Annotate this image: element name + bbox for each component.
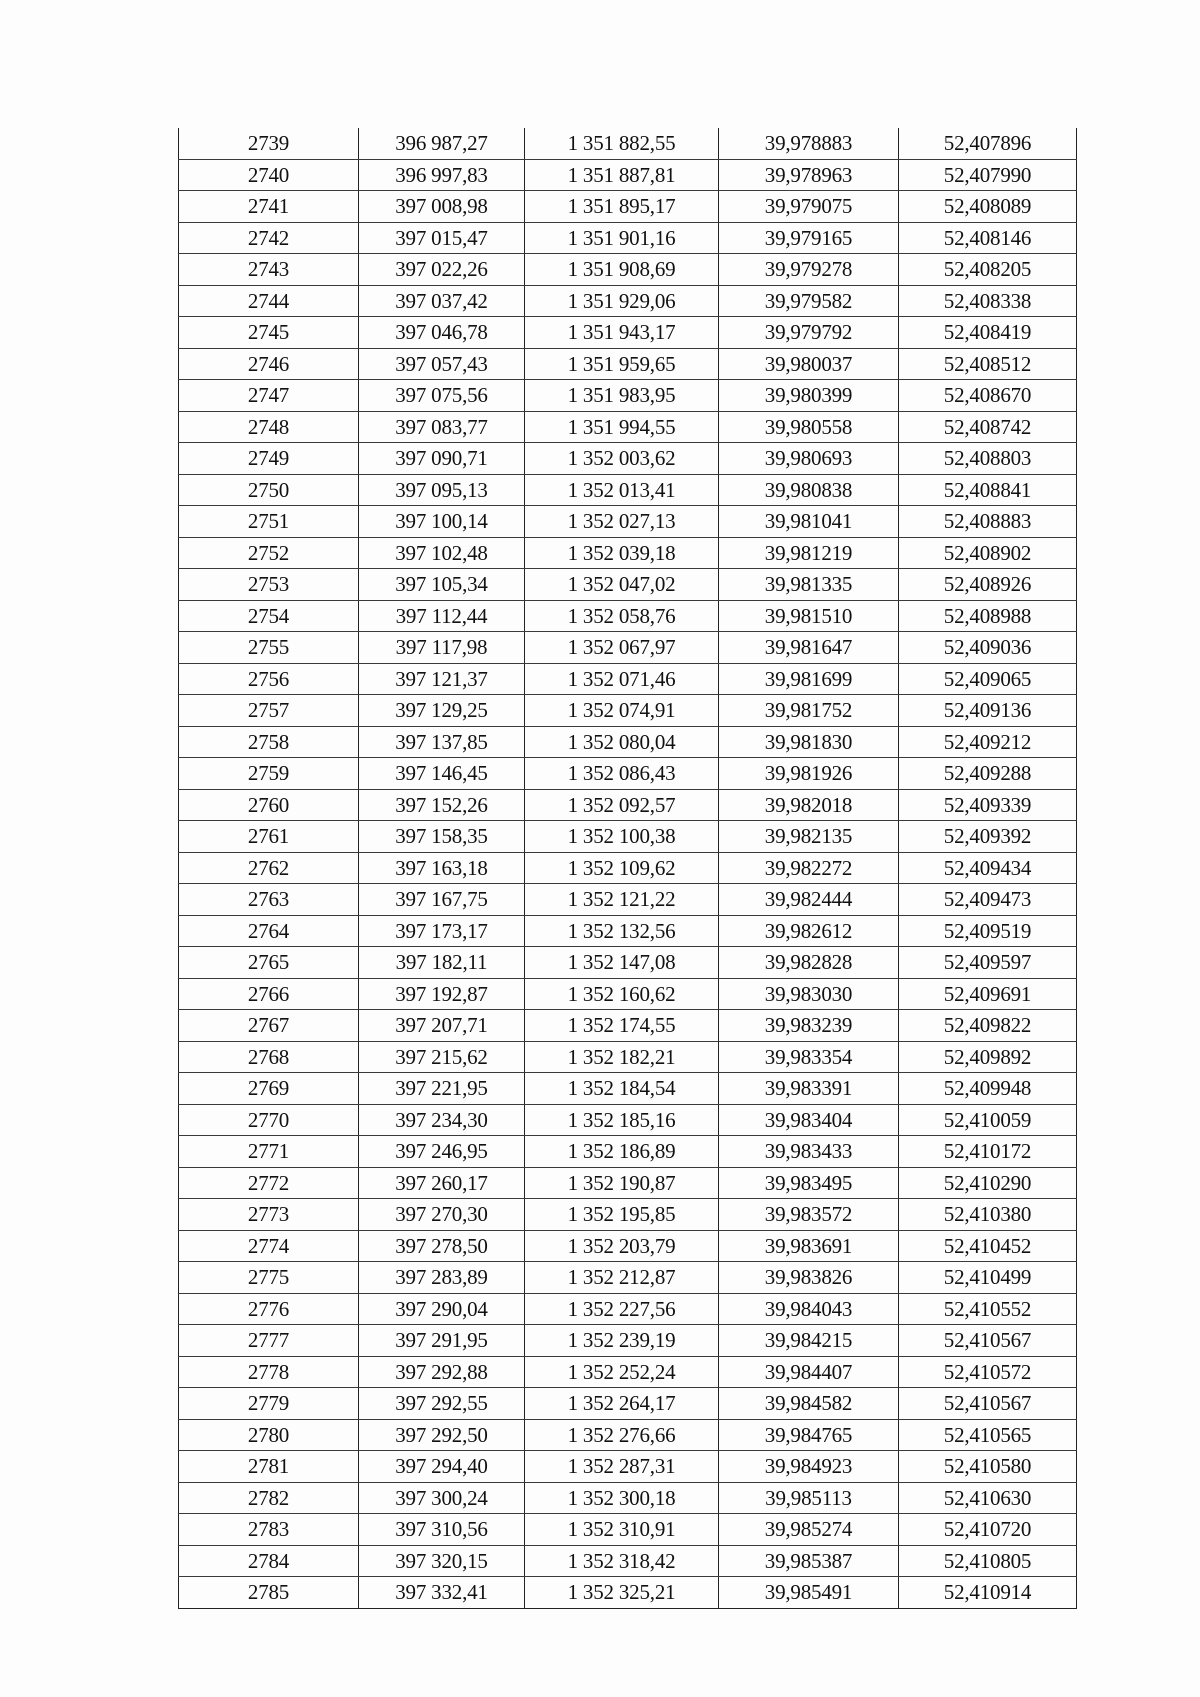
table-row: [179, 474, 1077, 506]
x-coordinate-cell: 397 015,47: [359, 222, 525, 254]
longitude-cell: 39,980037: [719, 348, 899, 380]
latitude-cell: 52,410805: [899, 1545, 1077, 1577]
x-coordinate-cell: 397 270,30: [359, 1199, 525, 1231]
latitude-cell: 52,408419: [899, 317, 1077, 349]
longitude-cell: 39,980399: [719, 380, 899, 412]
point-number-cell: 2772: [179, 1167, 359, 1199]
y-coordinate-cell: 1 352 186,89: [525, 1136, 719, 1168]
point-number-cell: 2755: [179, 632, 359, 664]
latitude-cell: 52,409065: [899, 663, 1077, 695]
point-number-cell: 2764: [179, 915, 359, 947]
longitude-cell: 39,982018: [719, 789, 899, 821]
latitude-cell: 52,408841: [899, 474, 1077, 506]
point-number-cell: 2766: [179, 978, 359, 1010]
point-number-cell: 2739: [179, 128, 359, 159]
y-coordinate-cell: 1 352 039,18: [525, 537, 719, 569]
longitude-cell: 39,981041: [719, 506, 899, 538]
point-number-cell: 2775: [179, 1262, 359, 1294]
latitude-cell: 52,409392: [899, 821, 1077, 853]
point-number-cell: 2779: [179, 1388, 359, 1420]
point-number-cell: 2776: [179, 1293, 359, 1325]
x-coordinate-cell: 397 294,40: [359, 1451, 525, 1483]
longitude-cell: 39,982135: [719, 821, 899, 853]
y-coordinate-cell: 1 352 276,66: [525, 1419, 719, 1451]
table-row: [179, 915, 1077, 947]
y-coordinate-cell: 1 352 100,38: [525, 821, 719, 853]
table-row: [179, 1199, 1077, 1231]
x-coordinate-cell: 397 090,71: [359, 443, 525, 475]
table-row: [179, 285, 1077, 317]
table-row: [179, 947, 1077, 979]
point-number-cell: 2749: [179, 443, 359, 475]
point-number-cell: 2756: [179, 663, 359, 695]
longitude-cell: 39,982272: [719, 852, 899, 884]
latitude-cell: 52,408902: [899, 537, 1077, 569]
longitude-cell: 39,978963: [719, 159, 899, 191]
table-row: [179, 1577, 1077, 1609]
x-coordinate-cell: 397 292,88: [359, 1356, 525, 1388]
point-number-cell: 2782: [179, 1482, 359, 1514]
table-row: [179, 191, 1077, 223]
point-number-cell: 2752: [179, 537, 359, 569]
point-number-cell: 2763: [179, 884, 359, 916]
y-coordinate-cell: 1 352 003,62: [525, 443, 719, 475]
latitude-cell: 52,410567: [899, 1325, 1077, 1357]
table-row: [179, 159, 1077, 191]
y-coordinate-cell: 1 351 983,95: [525, 380, 719, 412]
longitude-cell: 39,984407: [719, 1356, 899, 1388]
latitude-cell: 52,409948: [899, 1073, 1077, 1105]
latitude-cell: 52,409339: [899, 789, 1077, 821]
y-coordinate-cell: 1 351 959,65: [525, 348, 719, 380]
longitude-cell: 39,979278: [719, 254, 899, 286]
y-coordinate-cell: 1 352 325,21: [525, 1577, 719, 1609]
x-coordinate-cell: 397 291,95: [359, 1325, 525, 1357]
latitude-cell: 52,407990: [899, 159, 1077, 191]
x-coordinate-cell: 397 260,17: [359, 1167, 525, 1199]
table-row: [179, 380, 1077, 412]
x-coordinate-cell: 397 046,78: [359, 317, 525, 349]
table-row: [179, 569, 1077, 601]
x-coordinate-cell: 397 163,18: [359, 852, 525, 884]
table-row: [179, 1293, 1077, 1325]
point-number-cell: 2746: [179, 348, 359, 380]
longitude-cell: 39,981926: [719, 758, 899, 790]
y-coordinate-cell: 1 352 212,87: [525, 1262, 719, 1294]
x-coordinate-cell: 397 332,41: [359, 1577, 525, 1609]
table-row: [179, 695, 1077, 727]
table-row: [179, 600, 1077, 632]
x-coordinate-cell: 397 182,11: [359, 947, 525, 979]
x-coordinate-cell: 397 057,43: [359, 348, 525, 380]
x-coordinate-cell: 397 320,15: [359, 1545, 525, 1577]
x-coordinate-cell: 397 022,26: [359, 254, 525, 286]
table-row: [179, 1230, 1077, 1262]
latitude-cell: 52,409288: [899, 758, 1077, 790]
table-row: [179, 506, 1077, 538]
latitude-cell: 52,410172: [899, 1136, 1077, 1168]
longitude-cell: 39,981510: [719, 600, 899, 632]
table-row: [179, 1419, 1077, 1451]
x-coordinate-cell: 397 008,98: [359, 191, 525, 223]
point-number-cell: 2748: [179, 411, 359, 443]
point-number-cell: 2747: [179, 380, 359, 412]
longitude-cell: 39,983433: [719, 1136, 899, 1168]
longitude-cell: 39,979792: [719, 317, 899, 349]
y-coordinate-cell: 1 351 943,17: [525, 317, 719, 349]
latitude-cell: 52,410572: [899, 1356, 1077, 1388]
y-coordinate-cell: 1 352 013,41: [525, 474, 719, 506]
latitude-cell: 52,410499: [899, 1262, 1077, 1294]
latitude-cell: 52,410720: [899, 1514, 1077, 1546]
y-coordinate-cell: 1 352 160,62: [525, 978, 719, 1010]
point-number-cell: 2751: [179, 506, 359, 538]
x-coordinate-cell: 397 192,87: [359, 978, 525, 1010]
x-coordinate-cell: 397 146,45: [359, 758, 525, 790]
point-number-cell: 2777: [179, 1325, 359, 1357]
latitude-cell: 52,409822: [899, 1010, 1077, 1042]
point-number-cell: 2762: [179, 852, 359, 884]
table-row: [179, 222, 1077, 254]
latitude-cell: 52,408338: [899, 285, 1077, 317]
x-coordinate-cell: 397 152,26: [359, 789, 525, 821]
point-number-cell: 2781: [179, 1451, 359, 1483]
x-coordinate-cell: 397 095,13: [359, 474, 525, 506]
table-row: [179, 1545, 1077, 1577]
x-coordinate-cell: 397 137,85: [359, 726, 525, 758]
latitude-cell: 52,410630: [899, 1482, 1077, 1514]
x-coordinate-cell: 397 075,56: [359, 380, 525, 412]
longitude-cell: 39,985491: [719, 1577, 899, 1609]
x-coordinate-cell: 397 100,14: [359, 506, 525, 538]
latitude-cell: 52,410059: [899, 1104, 1077, 1136]
y-coordinate-cell: 1 351 901,16: [525, 222, 719, 254]
x-coordinate-cell: 397 037,42: [359, 285, 525, 317]
point-number-cell: 2768: [179, 1041, 359, 1073]
latitude-cell: 52,409597: [899, 947, 1077, 979]
x-coordinate-cell: 397 112,44: [359, 600, 525, 632]
longitude-cell: 39,983391: [719, 1073, 899, 1105]
latitude-cell: 52,408742: [899, 411, 1077, 443]
latitude-cell: 52,410580: [899, 1451, 1077, 1483]
x-coordinate-cell: 397 246,95: [359, 1136, 525, 1168]
table-row: [179, 443, 1077, 475]
latitude-cell: 52,408089: [899, 191, 1077, 223]
table-row: [179, 1073, 1077, 1105]
y-coordinate-cell: 1 352 252,24: [525, 1356, 719, 1388]
longitude-cell: 39,983239: [719, 1010, 899, 1042]
table-row: [179, 1356, 1077, 1388]
point-number-cell: 2741: [179, 191, 359, 223]
y-coordinate-cell: 1 352 174,55: [525, 1010, 719, 1042]
x-coordinate-cell: 397 207,71: [359, 1010, 525, 1042]
latitude-cell: 52,410565: [899, 1419, 1077, 1451]
table-row: [179, 632, 1077, 664]
coordinates-table: [178, 128, 1077, 1609]
table-row: [179, 821, 1077, 853]
x-coordinate-cell: 397 158,35: [359, 821, 525, 853]
longitude-cell: 39,981752: [719, 695, 899, 727]
latitude-cell: 52,408803: [899, 443, 1077, 475]
point-number-cell: 2753: [179, 569, 359, 601]
table-row: [179, 726, 1077, 758]
longitude-cell: 39,981647: [719, 632, 899, 664]
point-number-cell: 2759: [179, 758, 359, 790]
latitude-cell: 52,408146: [899, 222, 1077, 254]
table-row: [179, 348, 1077, 380]
longitude-cell: 39,983354: [719, 1041, 899, 1073]
y-coordinate-cell: 1 351 994,55: [525, 411, 719, 443]
longitude-cell: 39,982612: [719, 915, 899, 947]
table-row: [179, 789, 1077, 821]
y-coordinate-cell: 1 352 086,43: [525, 758, 719, 790]
table-row: [179, 1104, 1077, 1136]
x-coordinate-cell: 397 215,62: [359, 1041, 525, 1073]
longitude-cell: 39,984582: [719, 1388, 899, 1420]
longitude-cell: 39,983691: [719, 1230, 899, 1262]
point-number-cell: 2765: [179, 947, 359, 979]
longitude-cell: 39,978883: [719, 128, 899, 159]
latitude-cell: 52,410567: [899, 1388, 1077, 1420]
longitude-cell: 39,984043: [719, 1293, 899, 1325]
y-coordinate-cell: 1 352 182,21: [525, 1041, 719, 1073]
latitude-cell: 52,409691: [899, 978, 1077, 1010]
point-number-cell: 2773: [179, 1199, 359, 1231]
point-number-cell: 2757: [179, 695, 359, 727]
latitude-cell: 52,409473: [899, 884, 1077, 916]
table-row: [179, 1262, 1077, 1294]
point-number-cell: 2774: [179, 1230, 359, 1262]
y-coordinate-cell: 1 352 310,91: [525, 1514, 719, 1546]
point-number-cell: 2754: [179, 600, 359, 632]
y-coordinate-cell: 1 352 058,76: [525, 600, 719, 632]
x-coordinate-cell: 397 234,30: [359, 1104, 525, 1136]
x-coordinate-cell: 397 283,89: [359, 1262, 525, 1294]
latitude-cell: 52,408512: [899, 348, 1077, 380]
table-row: [179, 537, 1077, 569]
y-coordinate-cell: 1 351 887,81: [525, 159, 719, 191]
longitude-cell: 39,980838: [719, 474, 899, 506]
point-number-cell: 2740: [179, 159, 359, 191]
table-row: [179, 852, 1077, 884]
table-row: [179, 128, 1077, 159]
longitude-cell: 39,984923: [719, 1451, 899, 1483]
point-number-cell: 2744: [179, 285, 359, 317]
latitude-cell: 52,410452: [899, 1230, 1077, 1262]
latitude-cell: 52,408670: [899, 380, 1077, 412]
table-row: [179, 1136, 1077, 1168]
point-number-cell: 2770: [179, 1104, 359, 1136]
table-row: [179, 1388, 1077, 1420]
y-coordinate-cell: 1 352 318,42: [525, 1545, 719, 1577]
point-number-cell: 2780: [179, 1419, 359, 1451]
latitude-cell: 52,409136: [899, 695, 1077, 727]
y-coordinate-cell: 1 352 109,62: [525, 852, 719, 884]
y-coordinate-cell: 1 351 908,69: [525, 254, 719, 286]
y-coordinate-cell: 1 352 227,56: [525, 1293, 719, 1325]
y-coordinate-cell: 1 351 929,06: [525, 285, 719, 317]
longitude-cell: 39,985387: [719, 1545, 899, 1577]
longitude-cell: 39,983030: [719, 978, 899, 1010]
latitude-cell: 52,410290: [899, 1167, 1077, 1199]
x-coordinate-cell: 397 292,55: [359, 1388, 525, 1420]
table-row: [179, 1041, 1077, 1073]
latitude-cell: 52,408926: [899, 569, 1077, 601]
point-number-cell: 2771: [179, 1136, 359, 1168]
table-row: [179, 1451, 1077, 1483]
latitude-cell: 52,409212: [899, 726, 1077, 758]
point-number-cell: 2784: [179, 1545, 359, 1577]
latitude-cell: 52,410552: [899, 1293, 1077, 1325]
y-coordinate-cell: 1 352 121,22: [525, 884, 719, 916]
longitude-cell: 39,982444: [719, 884, 899, 916]
x-coordinate-cell: 397 129,25: [359, 695, 525, 727]
point-number-cell: 2767: [179, 1010, 359, 1042]
point-number-cell: 2769: [179, 1073, 359, 1105]
x-coordinate-cell: 397 221,95: [359, 1073, 525, 1105]
longitude-cell: 39,979165: [719, 222, 899, 254]
point-number-cell: 2743: [179, 254, 359, 286]
point-number-cell: 2783: [179, 1514, 359, 1546]
y-coordinate-cell: 1 352 185,16: [525, 1104, 719, 1136]
point-number-cell: 2760: [179, 789, 359, 821]
y-coordinate-cell: 1 351 882,55: [525, 128, 719, 159]
longitude-cell: 39,980558: [719, 411, 899, 443]
table-row: [179, 1167, 1077, 1199]
point-number-cell: 2745: [179, 317, 359, 349]
longitude-cell: 39,981219: [719, 537, 899, 569]
y-coordinate-cell: 1 352 195,85: [525, 1199, 719, 1231]
point-number-cell: 2785: [179, 1577, 359, 1609]
longitude-cell: 39,983404: [719, 1104, 899, 1136]
y-coordinate-cell: 1 352 184,54: [525, 1073, 719, 1105]
point-number-cell: 2742: [179, 222, 359, 254]
y-coordinate-cell: 1 352 067,97: [525, 632, 719, 664]
y-coordinate-cell: 1 352 047,02: [525, 569, 719, 601]
latitude-cell: 52,409434: [899, 852, 1077, 884]
latitude-cell: 52,409519: [899, 915, 1077, 947]
x-coordinate-cell: 397 278,50: [359, 1230, 525, 1262]
x-coordinate-cell: 397 292,50: [359, 1419, 525, 1451]
table-row: [179, 884, 1077, 916]
table-row: [179, 1325, 1077, 1357]
longitude-cell: 39,979075: [719, 191, 899, 223]
latitude-cell: 52,410380: [899, 1199, 1077, 1231]
longitude-cell: 39,983572: [719, 1199, 899, 1231]
latitude-cell: 52,408988: [899, 600, 1077, 632]
x-coordinate-cell: 397 105,34: [359, 569, 525, 601]
x-coordinate-cell: 397 083,77: [359, 411, 525, 443]
table-row: [179, 1010, 1077, 1042]
point-number-cell: 2750: [179, 474, 359, 506]
longitude-cell: 39,983495: [719, 1167, 899, 1199]
latitude-cell: 52,408205: [899, 254, 1077, 286]
longitude-cell: 39,983826: [719, 1262, 899, 1294]
latitude-cell: 52,409036: [899, 632, 1077, 664]
table-row: [179, 1514, 1077, 1546]
longitude-cell: 39,985274: [719, 1514, 899, 1546]
x-coordinate-cell: 397 117,98: [359, 632, 525, 664]
latitude-cell: 52,408883: [899, 506, 1077, 538]
longitude-cell: 39,985113: [719, 1482, 899, 1514]
y-coordinate-cell: 1 352 071,46: [525, 663, 719, 695]
y-coordinate-cell: 1 352 300,18: [525, 1482, 719, 1514]
x-coordinate-cell: 397 290,04: [359, 1293, 525, 1325]
point-number-cell: 2761: [179, 821, 359, 853]
x-coordinate-cell: 397 173,17: [359, 915, 525, 947]
table-row: [179, 663, 1077, 695]
latitude-cell: 52,407896: [899, 128, 1077, 159]
x-coordinate-cell: 397 310,56: [359, 1514, 525, 1546]
y-coordinate-cell: 1 352 239,19: [525, 1325, 719, 1357]
x-coordinate-cell: 396 987,27: [359, 128, 525, 159]
longitude-cell: 39,982828: [719, 947, 899, 979]
table-row: [179, 317, 1077, 349]
longitude-cell: 39,979582: [719, 285, 899, 317]
x-coordinate-cell: 397 121,37: [359, 663, 525, 695]
x-coordinate-cell: 397 167,75: [359, 884, 525, 916]
longitude-cell: 39,981830: [719, 726, 899, 758]
y-coordinate-cell: 1 352 092,57: [525, 789, 719, 821]
point-number-cell: 2758: [179, 726, 359, 758]
y-coordinate-cell: 1 352 203,79: [525, 1230, 719, 1262]
point-number-cell: 2778: [179, 1356, 359, 1388]
longitude-cell: 39,980693: [719, 443, 899, 475]
latitude-cell: 52,410914: [899, 1577, 1077, 1609]
longitude-cell: 39,984765: [719, 1419, 899, 1451]
y-coordinate-cell: 1 352 147,08: [525, 947, 719, 979]
y-coordinate-cell: 1 352 132,56: [525, 915, 719, 947]
longitude-cell: 39,981699: [719, 663, 899, 695]
y-coordinate-cell: 1 352 027,13: [525, 506, 719, 538]
y-coordinate-cell: 1 351 895,17: [525, 191, 719, 223]
table-row: [179, 254, 1077, 286]
y-coordinate-cell: 1 352 264,17: [525, 1388, 719, 1420]
x-coordinate-cell: 396 997,83: [359, 159, 525, 191]
table-row: [179, 1482, 1077, 1514]
coordinates-table-body: [179, 128, 1077, 1608]
latitude-cell: 52,409892: [899, 1041, 1077, 1073]
table-row: [179, 411, 1077, 443]
x-coordinate-cell: 397 300,24: [359, 1482, 525, 1514]
x-coordinate-cell: 397 102,48: [359, 537, 525, 569]
table-row: [179, 758, 1077, 790]
y-coordinate-cell: 1 352 074,91: [525, 695, 719, 727]
longitude-cell: 39,984215: [719, 1325, 899, 1357]
y-coordinate-cell: 1 352 080,04: [525, 726, 719, 758]
y-coordinate-cell: 1 352 190,87: [525, 1167, 719, 1199]
table-row: [179, 978, 1077, 1010]
longitude-cell: 39,981335: [719, 569, 899, 601]
y-coordinate-cell: 1 352 287,31: [525, 1451, 719, 1483]
